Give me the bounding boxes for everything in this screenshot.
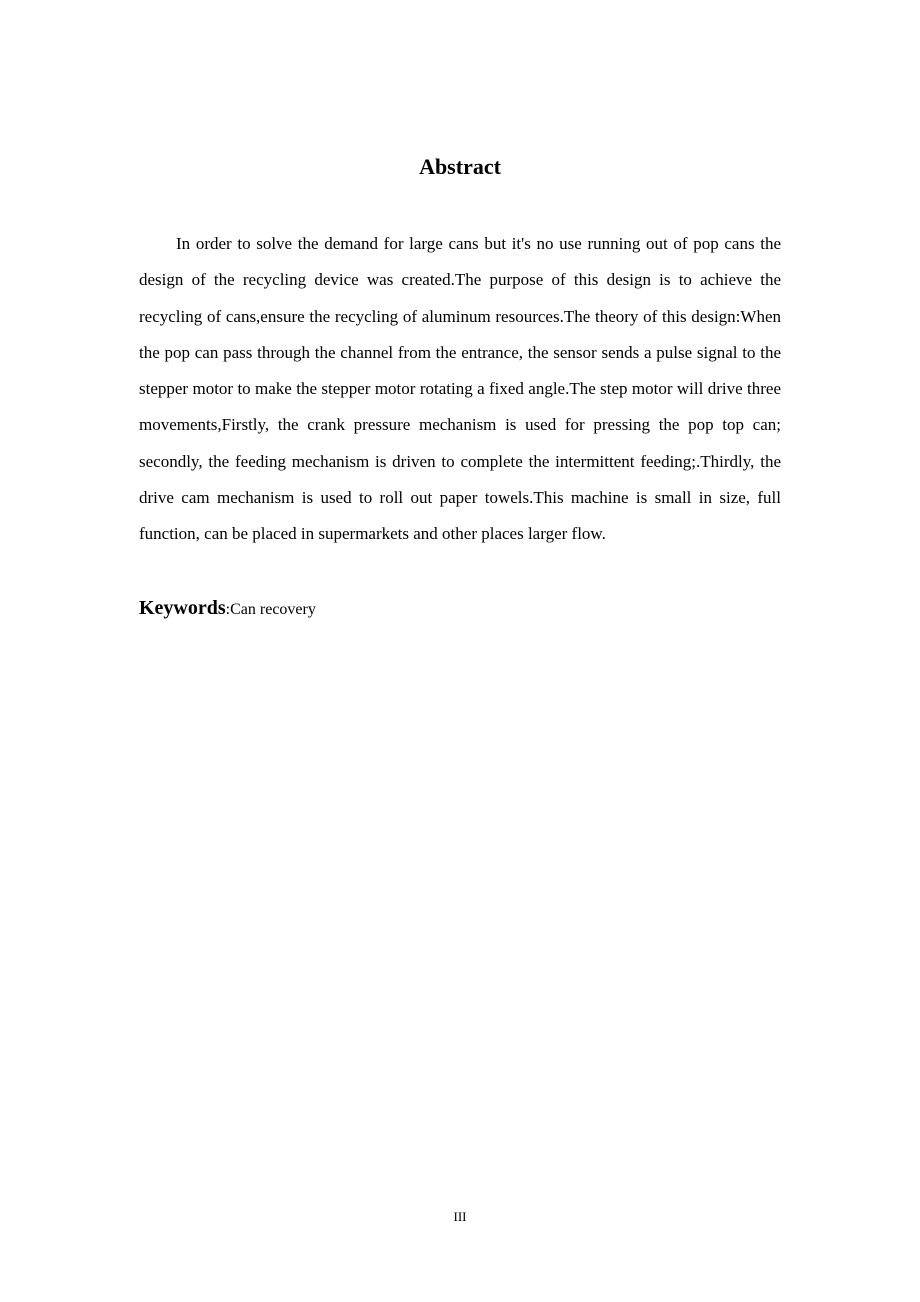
keywords-value: :Can recovery xyxy=(225,601,316,618)
page-title: Abstract xyxy=(419,154,501,179)
keywords-line xyxy=(139,593,781,625)
abstract-paragraph: In order to solve the demand for large cans but it's no use running out of pop cans the design of the recycling device was created.The purpose of this design is to achieve the recycling of cans,ensure the recycling of aluminum resources.The theory of this design:When the pop can pass through the channel from the entrance, the sensor sends a pulse signal to the stepper motor to make the stepper motor rotating a fixed angle.The step motor will drive three movements,Firstly, the crank pressure mechanism is used for pressing the pop top can; secondly, the feeding mechanism is driven to complete the intermittent feeding;.Thirdly, the drive cam mechanism is used to roll out paper towels.This machine is small in size, full function, can be placed in supermarkets and other places larger flow. xyxy=(139,234,781,544)
page-number: III xyxy=(453,1209,467,1224)
keywords-label: Keywords xyxy=(139,597,226,619)
